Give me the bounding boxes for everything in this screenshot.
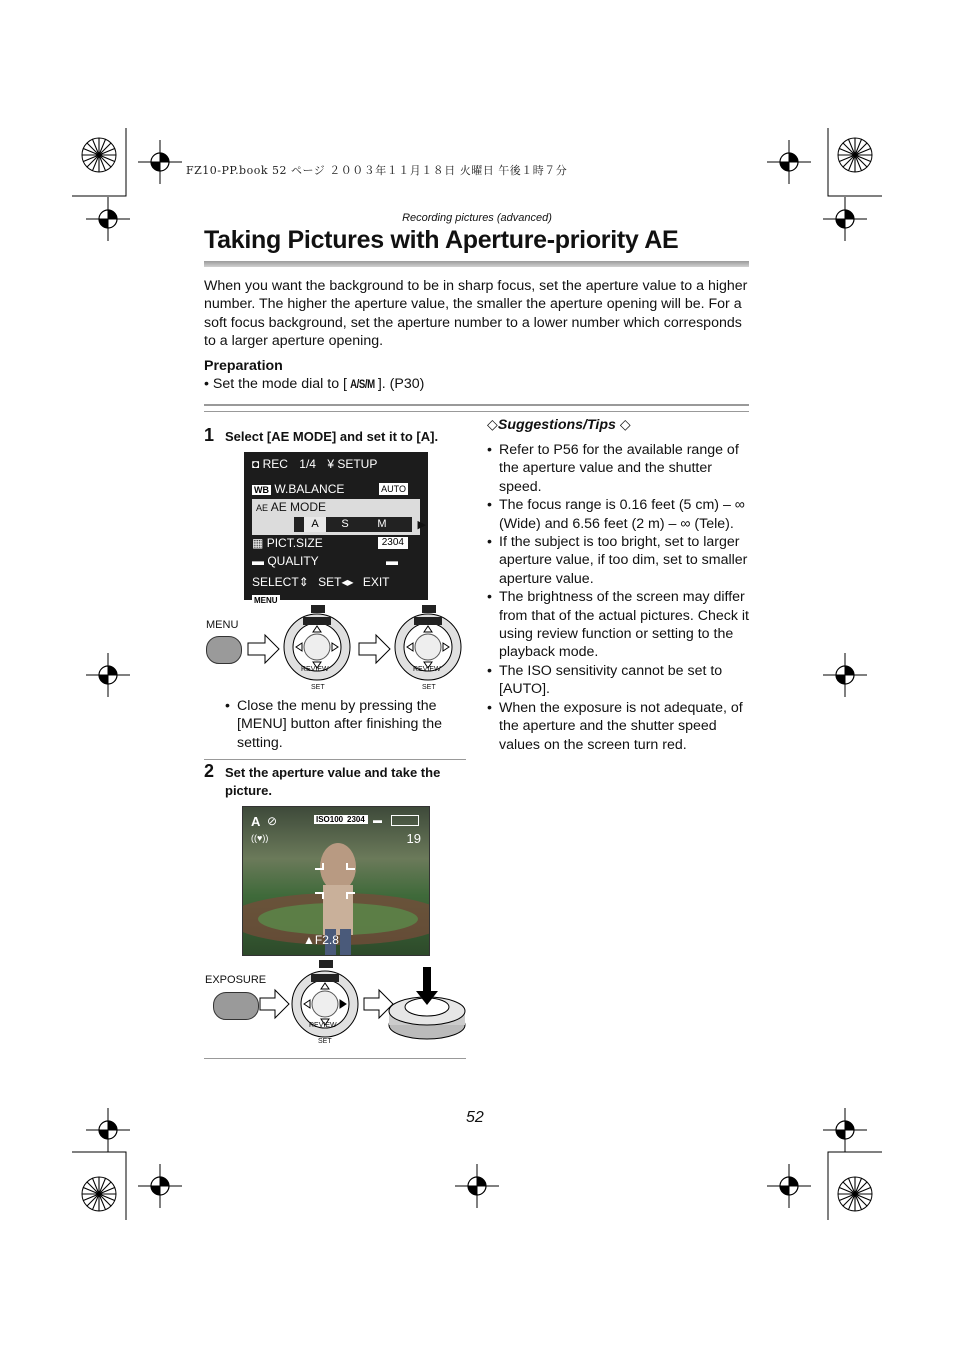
tip-item: • The ISO sensitivity cannot be set to [AUTO]. xyxy=(487,662,749,699)
review-label-1: REVIEW xyxy=(301,666,329,673)
up-down-icon: ⇕ xyxy=(298,575,309,589)
exposure-button-label: EXPOSURE xyxy=(205,974,267,986)
step1-control-diagram xyxy=(247,603,477,693)
mode-indicator: A xyxy=(251,814,261,829)
menu-page: 1/4 xyxy=(299,457,316,471)
select-label: SELECT xyxy=(252,575,299,589)
wb-badge: WB xyxy=(254,485,269,495)
ae-badge: AE xyxy=(256,503,269,513)
arrow-right-icon-3 xyxy=(260,990,289,1018)
left-right-icon: ◂▸ xyxy=(341,575,354,589)
page-title: Taking Pictures with Aperture-priority AE xyxy=(204,226,679,254)
menu-row-quality xyxy=(252,553,420,570)
pictsize-value: 2304 xyxy=(378,537,408,549)
iso-indicator: ISO100 xyxy=(316,815,344,824)
arrow-right-icon-2 xyxy=(359,635,390,663)
ae-option-m: M xyxy=(377,518,387,530)
menu-button[interactable] xyxy=(206,636,242,664)
pictsize-icon: ▦ xyxy=(252,536,264,550)
prep-text-before: Set the mode dial to [ xyxy=(212,376,347,392)
aperture-text: F2.8 xyxy=(314,933,339,947)
prep-text-after: ]. (P30) xyxy=(377,376,425,392)
page-number: 52 xyxy=(466,1109,484,1126)
title-underline xyxy=(204,261,749,267)
step-divider xyxy=(204,759,466,760)
preparation-heading: Preparation xyxy=(204,358,283,374)
ae-options xyxy=(294,517,412,532)
close-menu-note: • Close the menu by pressing the [MENU] button after finishing the setting. xyxy=(225,697,465,752)
step-1 xyxy=(204,425,466,446)
tip-item: • The brightness of the screen may differ from that of the actual pictures. Check it using review function or setting to the playback mode. xyxy=(487,588,749,662)
bottom-divider xyxy=(204,1058,466,1059)
menu-row-aemode xyxy=(252,499,426,535)
step2-control-diagram xyxy=(259,956,469,1048)
set-label: SET xyxy=(318,575,342,589)
tips-list xyxy=(487,441,749,754)
tips-title: Suggestions/Tips xyxy=(497,417,616,433)
step-2-text: Set the aperture value and take the picture. xyxy=(225,765,441,798)
rec-menu-screen xyxy=(244,452,428,605)
tips-heading xyxy=(487,417,631,433)
menu-badge: MENU xyxy=(254,596,278,605)
aperture-value: ▲F2.8 xyxy=(303,933,339,947)
set-label-1: SET xyxy=(311,684,325,691)
quality-value-icon: ▬ xyxy=(386,554,398,568)
wbalance-label: W.BALANCE xyxy=(274,482,345,496)
quality-icon: ▬ xyxy=(252,554,264,568)
camera-icon: ◘ xyxy=(252,457,260,471)
section-divider xyxy=(204,404,749,412)
flash-off-icon: ⊘ xyxy=(267,814,278,828)
exposure-button[interactable] xyxy=(213,992,259,1020)
wb-value: AUTO xyxy=(381,484,406,494)
arrow-right-icon: ▶ xyxy=(417,519,426,531)
setup-tab: SETUP xyxy=(337,457,378,471)
tip-item: • Refer to P56 for the available range of the aperture value and the shutter speed. xyxy=(487,441,749,496)
diamond-icon-2: ◇ xyxy=(619,417,631,433)
quality-icon: ▬ xyxy=(373,815,382,825)
tip-item: • The focus range is 0.16 feet (5 cm) – ∞ (Wide) and 6.56 feet (2 m) – ∞ (Tele). xyxy=(487,496,749,533)
rec-tab: REC xyxy=(262,457,288,471)
aemode-label: AE MODE xyxy=(270,500,327,514)
step-2-number: 2 xyxy=(204,761,215,781)
diamond-icon: ◇ xyxy=(487,417,498,433)
size-indicator: 2304 xyxy=(344,815,368,824)
menu-button-label: MENU xyxy=(206,619,239,631)
mode-dial-icon: A/S/M xyxy=(350,377,375,391)
ae-option-s: S xyxy=(341,518,349,530)
section-label: Recording pictures (advanced) xyxy=(402,212,552,224)
battery-icon xyxy=(391,815,419,826)
exit-label: EXIT xyxy=(362,575,390,589)
setup-icon: ¥ xyxy=(327,457,334,471)
review-label-2: REVIEW xyxy=(413,666,441,673)
ae-option-a: A xyxy=(304,517,326,532)
menu-row-pictsize xyxy=(252,535,420,552)
step1-note xyxy=(225,697,465,752)
set-label-2: SET xyxy=(422,684,436,691)
book-header: FZ10-PP.book 52 ページ ２００３年１１月１８日 火曜日 午後１時７分 xyxy=(186,164,568,177)
menu-row-wbalance xyxy=(252,481,420,498)
arrow-right-icon-4 xyxy=(364,990,393,1018)
menu-tabs xyxy=(252,456,420,473)
intro-paragraph: When you want the background to be in sharp focus, set the aperture value to a higher number. The higher the aperture value, the smaller the aperture opening will be. For a soft focus background, set the aperture number to a lower number which corresponds to a larger aperture opening. xyxy=(204,278,748,350)
step-1-number: 1 xyxy=(204,425,215,445)
step-1-text: Select [AE MODE] and set it to [A]. xyxy=(225,429,439,444)
quality-label: QUALITY xyxy=(267,554,319,568)
preparation-item: • Set the mode dial to [ A/S/M ]. (P30) xyxy=(204,376,425,392)
pictsize-label: PICT.SIZE xyxy=(266,536,323,550)
picture-count: 19 xyxy=(406,831,421,846)
step-2 xyxy=(204,761,466,798)
preview-screen xyxy=(242,806,430,956)
arrow-right-icon xyxy=(248,635,279,663)
shutter-button xyxy=(389,967,465,1039)
set-label-3: SET xyxy=(318,1038,332,1045)
stabilizer-icon: ((♥)) xyxy=(251,833,269,843)
tip-item: • If the subject is too bright, set to larger aperture value, if too dim, set to smaller aperture value. xyxy=(487,533,749,588)
tip-item: • When the exposure is not adequate, of the aperture and the shutter speed values on the screen turn red. xyxy=(487,699,749,754)
menu-footer xyxy=(252,574,420,605)
review-label-3: REVIEW xyxy=(309,1022,337,1029)
